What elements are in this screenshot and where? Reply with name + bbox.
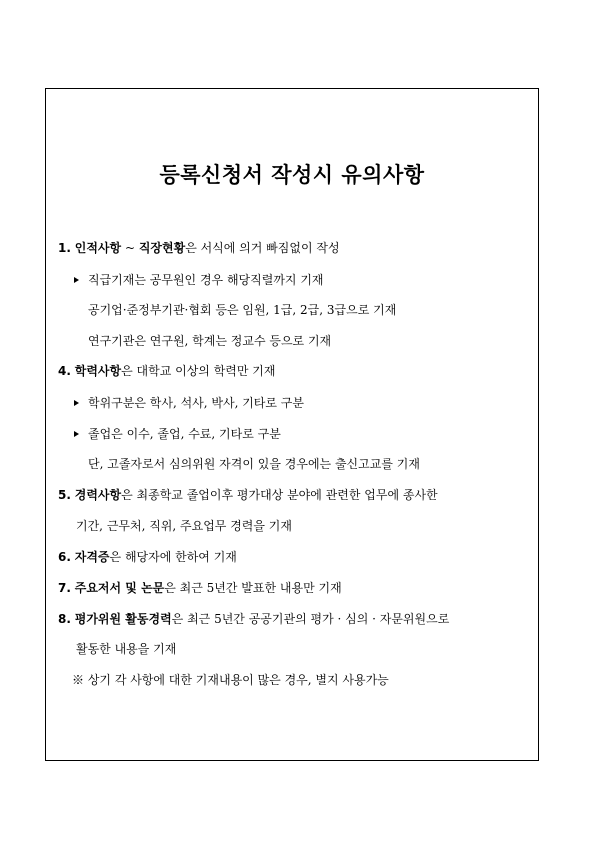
- section-8-number: 8.: [58, 612, 71, 626]
- section-4-sub-2: [74, 426, 281, 442]
- section-8-continuation: 활동한 내용을 기재: [76, 642, 177, 656]
- section-1-number: 1.: [58, 241, 71, 255]
- section-7-line: [58, 580, 342, 596]
- bullet-triangle-icon: [74, 277, 79, 283]
- footnote: ※ 상기 각 사항에 대한 기재내용이 많은 경우, 별지 사용가능: [72, 673, 389, 687]
- section-4-line: [58, 363, 276, 379]
- section-7-number: 7.: [58, 581, 71, 595]
- section-4-bold: 학력사항: [74, 364, 122, 378]
- section-8-line: [58, 611, 449, 627]
- section-5-continuation: 기간, 근무처, 직위, 주요업무 경력을 기재: [76, 519, 292, 533]
- section-4-number: 4.: [58, 364, 71, 378]
- section-6-text: 은 해당자에 한하여 기재: [109, 550, 237, 564]
- section-8-text: 은 최근 5년간 공공기관의 평가 · 심의 · 자문위원으로: [171, 612, 450, 626]
- section-7-text: 은 최근 5년간 발표한 내용만 기재: [164, 581, 342, 595]
- section-1-sub-1-text: 직급기재는 공무원인 경우 해당직렬까지 기재: [88, 273, 324, 287]
- bullet-triangle-icon: [74, 431, 79, 437]
- section-6-line: [58, 549, 237, 565]
- section-1-bold-b: 직장현황: [138, 241, 186, 255]
- section-4-text: 은 대학교 이상의 학력만 기재: [121, 364, 276, 378]
- section-1-line: [58, 240, 340, 256]
- section-5-number: 5.: [58, 488, 71, 502]
- section-7-bold: 주요저서 및 논문: [74, 581, 165, 595]
- notice-frame: [45, 88, 539, 761]
- section-5-bold: 경력사항: [74, 488, 122, 502]
- section-1-sep: ~: [121, 241, 139, 255]
- section-8-bold: 평가위원 활동경력: [74, 612, 172, 626]
- section-4-sub-3: 단, 고졸자로서 심의위원 자격이 있을 경우에는 출신고교를 기재: [88, 457, 420, 471]
- section-1-sub-3: 연구기관은 연구원, 학계는 정교수 등으로 기재: [88, 334, 332, 348]
- section-1-text: 은 서식에 의거 빠짐없이 작성: [185, 241, 340, 255]
- section-5-line: [58, 487, 438, 503]
- section-1-sub-2: 공기업·준정부기관·협회 등은 임원, 1급, 2급, 3급으로 기재: [88, 303, 397, 317]
- page-title: 등록신청서 작성시 유의사항: [159, 163, 425, 187]
- section-4-sub-1-text: 학위구분은 학사, 석사, 박사, 기타로 구분: [88, 396, 304, 410]
- section-4-sub-2-text: 졸업은 이수, 졸업, 수료, 기타로 구분: [88, 427, 281, 441]
- section-6-bold: 자격증: [74, 550, 110, 564]
- section-4-sub-1: [74, 395, 304, 411]
- section-1-bold-a: 인적사항: [74, 241, 122, 255]
- section-5-text: 은 최종학교 졸업이후 평가대상 분야에 관련한 업무에 종사한: [121, 488, 438, 502]
- section-1-sub-1: [74, 272, 324, 288]
- section-6-number: 6.: [58, 550, 71, 564]
- bullet-triangle-icon: [74, 400, 79, 406]
